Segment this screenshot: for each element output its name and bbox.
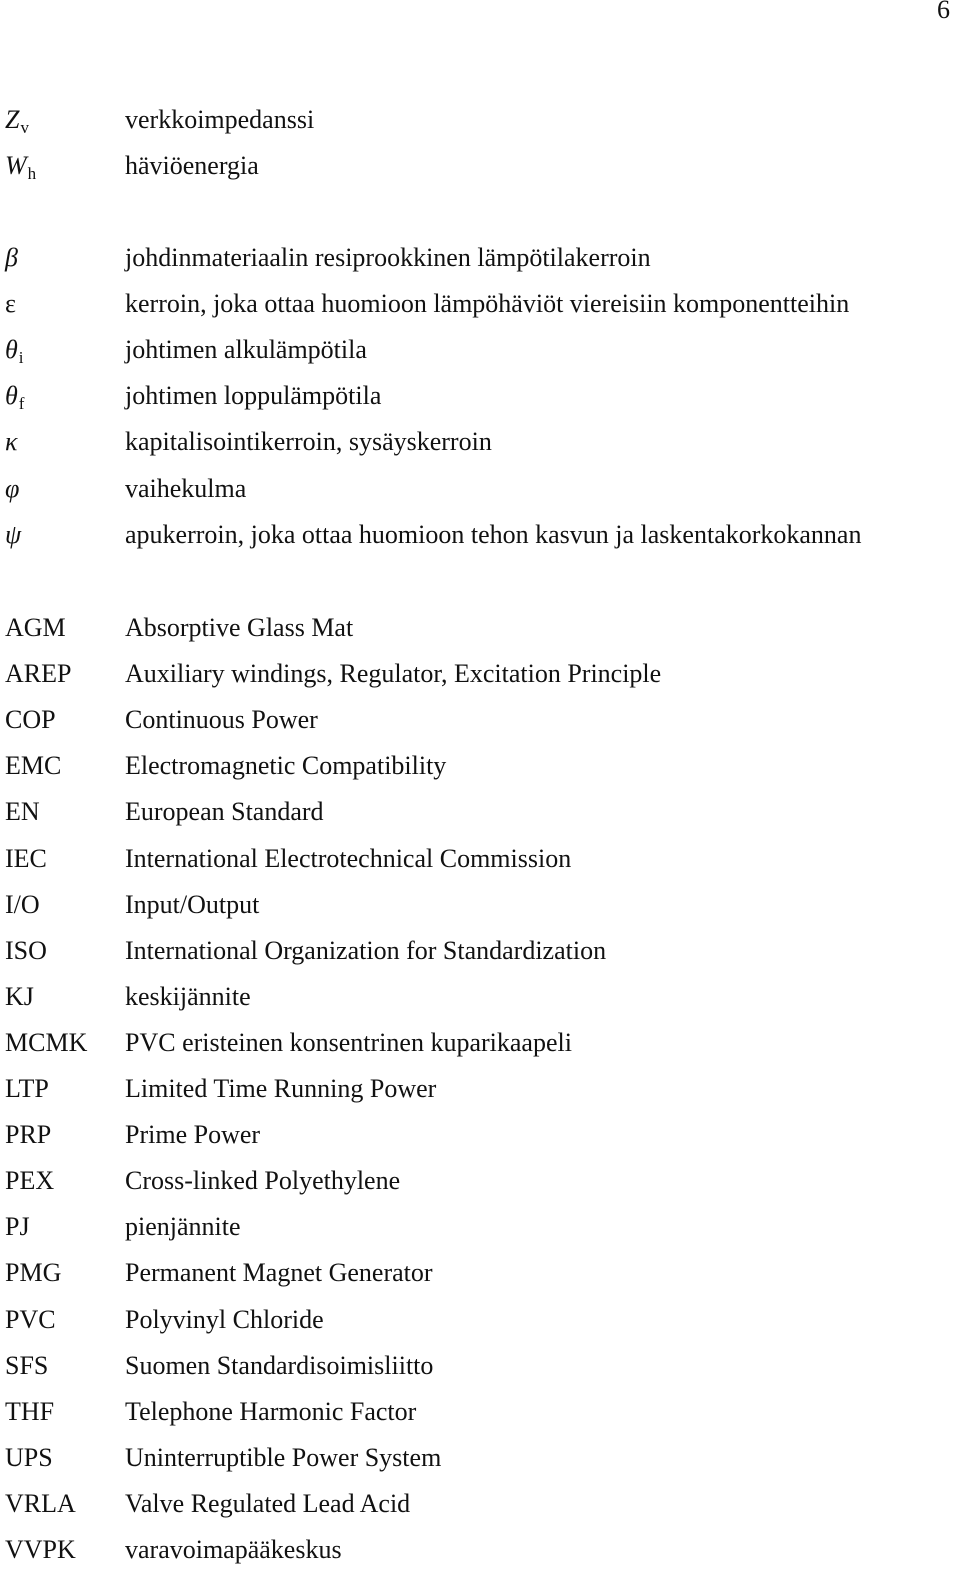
glossary-entry <box>0 1066 960 1112</box>
glossary-entry <box>0 1389 960 1435</box>
page-number: 6 <box>937 0 950 24</box>
glossary-definition: verkkoimpedanssi <box>125 105 315 134</box>
glossary-entry <box>0 1481 960 1527</box>
glossary-definition: Continuous Power <box>125 705 318 735</box>
glossary-term <box>5 1158 54 1204</box>
glossary-definition: International Organization for Standardization <box>125 935 607 965</box>
glossary-definition: varavoimapääkeskus <box>125 1535 342 1564</box>
term-symbol: ε <box>5 289 16 319</box>
glossary-term <box>5 1389 54 1435</box>
glossary-entry <box>0 327 960 373</box>
term-symbol: φ <box>5 473 20 503</box>
glossary-entry <box>0 235 960 281</box>
glossary-term <box>5 235 18 281</box>
glossary-definition: keskijännite <box>125 981 251 1011</box>
glossary-term <box>5 281 16 327</box>
glossary-term <box>5 1343 48 1389</box>
glossary-definition: johtimen loppulämpötila <box>125 381 382 411</box>
glossary-entry <box>0 974 960 1020</box>
glossary-term <box>5 1204 30 1250</box>
glossary-term <box>5 651 71 697</box>
glossary-entry <box>0 1250 960 1296</box>
term-symbol: PVC <box>5 1304 56 1334</box>
glossary-term <box>5 789 40 835</box>
term-symbol: THF <box>5 1396 55 1426</box>
glossary-entry <box>0 697 960 743</box>
term-symbol: PEX <box>5 1166 55 1196</box>
glossary-entry <box>0 836 960 882</box>
term-symbol: κ <box>5 427 18 457</box>
glossary-term <box>5 697 56 743</box>
glossary-entry <box>0 466 960 512</box>
term-symbol: θ <box>5 335 18 365</box>
term-symbol: IEC <box>5 843 47 873</box>
glossary-definition: apukerroin, joka ottaa huomioon tehon kasvun ja laskentakorkokannan <box>125 519 862 549</box>
glossary-entry <box>0 1112 960 1158</box>
term-subscript: v <box>20 118 29 137</box>
glossary-definition: Valve Regulated Lead Acid <box>125 1488 411 1518</box>
glossary-term <box>5 1250 61 1296</box>
glossary-term <box>5 836 47 882</box>
glossary-entry <box>0 605 960 651</box>
glossary-entry <box>0 1435 960 1481</box>
glossary-definition: Absorptive Glass Mat <box>125 613 354 642</box>
term-symbol: PJ <box>5 1212 30 1242</box>
term-subscript: i <box>18 348 24 368</box>
glossary-definition: European Standard <box>125 797 324 827</box>
glossary-definition: International Electrotechnical Commission <box>125 843 572 873</box>
term-symbol: β <box>5 243 18 272</box>
glossary-definition: johtimen alkulämpötila <box>125 335 367 365</box>
term-symbol: PMG <box>5 1258 62 1288</box>
glossary-definition: pienjännite <box>125 1212 241 1242</box>
term-symbol: W <box>5 151 27 181</box>
glossary-entry <box>0 512 960 558</box>
glossary-entry <box>0 97 960 143</box>
glossary-term <box>5 143 36 197</box>
term-symbol: PRP <box>5 1120 52 1150</box>
glossary-term <box>5 974 34 1020</box>
glossary-entry <box>0 1527 960 1573</box>
glossary-definition: Limited Time Running Power <box>125 1074 437 1103</box>
glossary-definition: Cross-linked Polyethylene <box>125 1166 401 1196</box>
term-symbol: SFS <box>5 1350 49 1380</box>
glossary-term <box>5 1435 53 1481</box>
term-symbol: MCMK <box>5 1027 88 1057</box>
term-symbol: EMC <box>5 751 62 781</box>
glossary-definition: vaihekulma <box>125 473 247 503</box>
glossary-entry <box>0 373 960 419</box>
glossary-term <box>5 419 17 465</box>
glossary-definition: Prime Power <box>125 1120 261 1150</box>
glossary-term <box>5 605 66 651</box>
glossary-entry <box>0 143 960 189</box>
glossary-entry <box>0 1297 960 1343</box>
term-symbol: EN <box>5 797 40 827</box>
glossary-term <box>5 1112 51 1158</box>
glossary-term <box>5 1066 49 1112</box>
glossary-entry <box>0 928 960 974</box>
term-symbol: AGM <box>5 613 66 642</box>
glossary-term <box>5 466 19 512</box>
glossary-term <box>5 882 40 928</box>
glossary-entry <box>0 1204 960 1250</box>
glossary-entry <box>0 1158 960 1204</box>
term-symbol: VRLA <box>5 1488 76 1518</box>
term-symbol: AREP <box>5 659 72 689</box>
glossary-definition: Electromagnetic Compatibility <box>125 751 447 781</box>
glossary-definition: Auxiliary windings, Regulator, Excitation Principle <box>125 659 662 689</box>
glossary-term <box>5 1481 76 1527</box>
glossary-term <box>5 512 21 558</box>
glossary-definition: häviöenergia <box>125 151 259 181</box>
term-symbol: Z <box>5 105 20 134</box>
glossary-definition: kapitalisointikerroin, sysäyskerroin <box>125 427 492 457</box>
glossary-entry <box>0 882 960 928</box>
glossary-definition: Telephone Harmonic Factor <box>125 1396 417 1426</box>
glossary-term <box>5 928 47 974</box>
glossary-definition: johdinmateriaalin resiprookkinen lämpötilakerroin <box>125 243 651 272</box>
term-subscript: h <box>27 164 37 184</box>
glossary-entry <box>0 281 960 327</box>
term-symbol: KJ <box>5 981 34 1011</box>
glossary-entry <box>0 1020 960 1066</box>
glossary-definition: PVC eristeinen konsentrinen kuparikaapeli <box>125 1027 572 1057</box>
glossary-entry <box>0 1343 960 1389</box>
glossary-term <box>5 1020 87 1066</box>
glossary-term <box>5 743 61 789</box>
glossary-definition: Permanent Magnet Generator <box>125 1258 433 1288</box>
glossary-entry <box>0 743 960 789</box>
term-symbol: I/O <box>5 889 40 919</box>
term-symbol: UPS <box>5 1442 53 1472</box>
glossary-definition: Uninterruptible Power System <box>125 1442 442 1472</box>
term-symbol: LTP <box>5 1074 49 1103</box>
term-symbol: θ <box>5 381 18 411</box>
glossary-term <box>5 1297 56 1343</box>
glossary-entry <box>0 419 960 465</box>
term-symbol: ISO <box>5 935 47 965</box>
term-symbol: ψ <box>5 519 22 549</box>
term-symbol: COP <box>5 705 56 735</box>
glossary-definition: Suomen Standardisoimisliitto <box>125 1350 434 1380</box>
glossary-term <box>5 1527 76 1573</box>
glossary-definition: Polyvinyl Chloride <box>125 1304 324 1334</box>
glossary-entry <box>0 651 960 697</box>
term-subscript: f <box>18 394 25 414</box>
glossary-entry <box>0 789 960 835</box>
glossary-definition: Input/Output <box>125 889 260 919</box>
term-symbol: VVPK <box>5 1535 76 1564</box>
glossary-definition: kerroin, joka ottaa huomioon lämpöhäviöt viereisiin komponentteihin <box>125 289 850 319</box>
